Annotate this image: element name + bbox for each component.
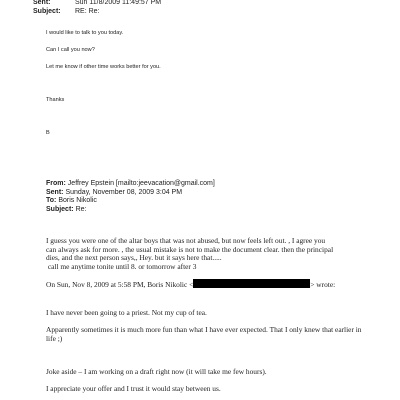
subject-value: RE: Re: [75,8,100,15]
quoted-line: Joke aside – I am working on a draft right now (it will take me few hours). [46,367,267,376]
subject-value: Re: [75,205,87,213]
to-value: Boris Nikolic [58,197,97,204]
quote-intro-text: On Sun, Nov 8, 2009 at 5:58 PM, Boris Nikolic < [46,280,194,289]
message-line: B [46,130,50,136]
message-line: dies, and the next person says,, Hey. but it says here that..... [46,253,222,262]
to-label: To: [46,197,57,204]
message-line: can always ask for more. , the usual mistake is not to make the document clear. then the principal [46,244,334,254]
to-header-row [46,197,97,206]
quoted-line: life ;) [46,333,63,343]
quoted-line: Apparently sometimes it is much more fun than what I have ever expected. That I only knew that earlier in [46,325,362,334]
redaction-bar [193,279,310,288]
from-label: From: [46,180,66,187]
subject-label: Subject: [33,8,61,15]
sent-header-row [46,189,182,198]
message-line: call me anytime tonite until 8. or tomorrow after 3 [46,261,197,271]
subject-label: Subject: [46,205,74,213]
sent-label: Sent: [46,188,64,196]
message-line: I would like to talk to you today. [46,30,124,36]
subject-header-row [46,206,86,215]
quote-intro-suffix: > wrote: [310,280,336,289]
message-line: Let me know if other time works better for you. [46,64,161,70]
message-line: I guess you were one of the altar boys that was not abused, but now feels left out. , I agree you [46,236,326,245]
sent-header-row [33,0,161,8]
quoted-line: I appreciate your offer and I trust it would stay between us. [46,384,221,393]
from-header-row [46,180,215,189]
quoted-line: I have never been going to a priest. Not my cup of tea. [46,308,207,317]
quote-intro [46,279,376,289]
sent-label: Sent: [33,0,51,6]
message-line: Thanks [46,97,65,103]
subject-header-row [33,8,100,17]
message-line: Can I call you now? [46,47,95,53]
sent-value: Sun 11/8/2009 11:49:57 PM [75,0,162,6]
sent-value: Sunday, November 08, 2009 3:04 PM [65,188,183,196]
from-value: Jeffrey Epstein [mailto:jeevacation@gmail.com] [67,180,215,187]
